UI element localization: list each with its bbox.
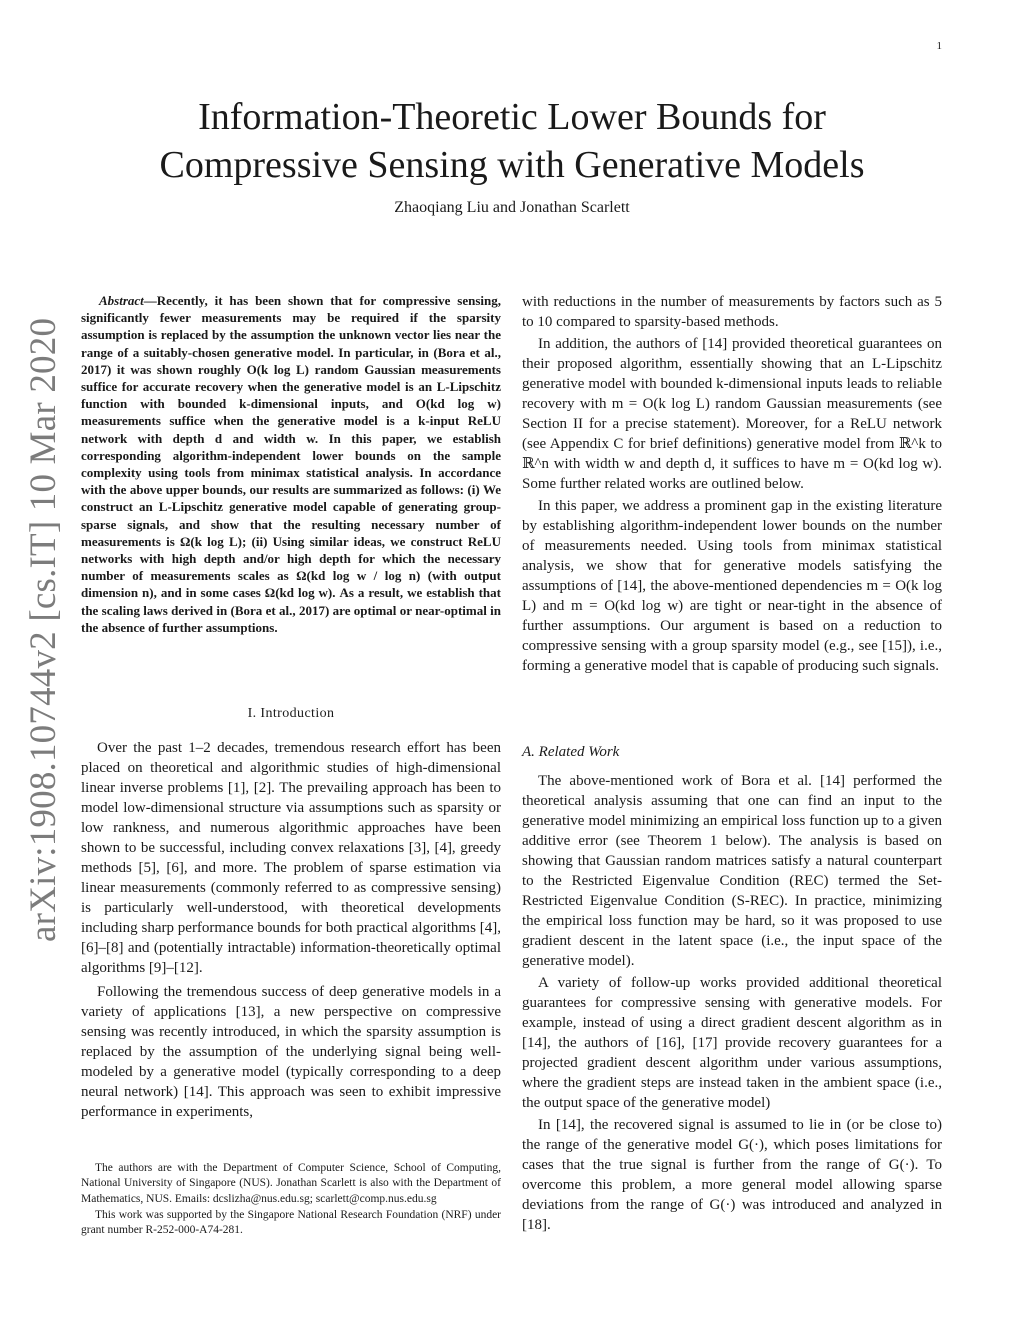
title-line-2: Compressive Sensing with Generative Models (159, 144, 865, 186)
intro-paragraph: In addition, the authors of [14] provided theoretical guarantees on their proposed algorithm, essentially showing that an L-Lipschitz generative model with bounded k-dimensional inputs leads to reliable recovery with m = O(k log L) random Gaussian measurements (see Section II for a precise statement). Moreover, for a ReLU network (see Appendix C for brief definitions) generative model from ℝ^k to ℝ^n with width w and depth d, it suffices to have m = O(kd log w). Some further related works are outlined below. (522, 336, 942, 492)
arxiv-identifier: arXiv:1908.10744v2 [cs.IT] 10 Mar 2020 (23, 317, 64, 942)
abstract (81, 292, 501, 636)
intro-paragraph: with reductions in the number of measurements by factors such as 5 to 10 compared to sparsity-based methods. (522, 294, 942, 330)
paper-title (100, 93, 924, 189)
introduction-continued (522, 292, 942, 676)
intro-paragraph: In this paper, we address a prominent gap in the existing literature by establishing algorithm-independent lower bounds on the number of measurements needed. Using tools from minimax statistical analysis, we show that for generative models satisfying the assumptions of [14], the above-mentioned dependencies m = O(k log L) and m = O(kd log w) are tight or near-tight in the absence of further assumptions. Our argument is based on a reduction to compressive sensing with a group sparsity model (e.g., see [15]), i.e., forming a generative model that is capable of producing such signals. (522, 498, 942, 674)
footnote-affiliation: The authors are with the Department of Computer Science, School of Computing, National University of Singapore (NUS). Jonathan Scarlett is also with the Department of Mathematics, NUS. Emails: dcslizha@nus.edu.sg; scarlett@comp.nus.edu.sg (81, 1162, 501, 1205)
abstract-dash: — (143, 293, 157, 308)
related-paragraph: A variety of follow-up works provided additional theoretical guarantees for compressive sensing with generative models. For example, instead of using a direct gradient descent algorithm as in [14], the authors of [16], [17] provide recovery guarantees for a projected gradient descent algorithm under various assumptions, where the gradient steps are instead taken in the ambient space (i.e., the output space of the generative model) (522, 975, 942, 1111)
related-work-body (522, 771, 942, 1235)
author-line: Zhaoqiang Liu and Jonathan Scarlett (394, 199, 630, 216)
intro-paragraph: Over the past 1–2 decades, tremendous research effort has been placed on theoretical and algorithmic studies of high-dimensional linear inverse problems [1], [2]. The prevailing approach has been to model low-dimensional structure via assumptions such as sparsity or low rankness, and numerous algorithmic approaches have been shown to be successful, including convex relaxations [3], [4], greedy methods [5], [6], and more. The problem of sparse estimation via linear measurements (commonly referred to as compressive sensing) is particularly well-understood, with theoretical developments including sharp performance bounds for both practical algorithms [4], [6]–[8] and (potentially intractable) information-theoretically optimal algorithms [9]–[12]. (81, 740, 501, 976)
footnotes (81, 1161, 501, 1238)
related-paragraph: The above-mentioned work of Bora et al. [14] performed the theoretical analysis assuming that one can find an input to the generative model minimizing an empirical loss function up to a given additive error (see Theorem 1 below). The analysis is based on showing that Gaussian random matrices satisfy a natural counterpart to the Restricted Eigenvalue Condition (REC) termed the Set-Restricted Eigenvalue Condition (S-REC). In practice, minimizing the empirical loss function may be hard, so it was proposed to use gradient descent in the latent space (i.e., the input space of the generative model). (522, 773, 942, 969)
title-line-1: Information-Theoretic Lower Bounds for (198, 96, 826, 138)
related-paragraph: In [14], the recovered signal is assumed to lie in (or be close to) the range of the generative model G(·), which poses limitations for cases that the true signal is further from the range of G(·). To overcome this problem, a more general model allowing sparse deviations from the range of G(·) was introduced and analyzed in [18]. (522, 1117, 942, 1233)
introduction-body (81, 738, 501, 1122)
footnote-funding: This work was supported by the Singapore National Research Foundation (NRF) under grant number R-252-000-A74-281. (81, 1208, 501, 1237)
abstract-text: Recently, it has been shown that for compressive sensing, significantly fewer measurements may be required if the sparsity assumption is replaced by the assumption the unknown vector lies near the range of a suitably-chosen generative model. In particular, in (Bora et al., 2017) it was shown roughly O(k log L) random Gaussian measurements suffice for accurate recovery when the generative model is an L-Lipschitz function with bounded k-dimensional inputs, and O(kd log w) measurements suffice when the generative model is a k-input ReLU network with depth d and width w. In this paper, we establish corresponding algorithm-independent lower bounds on the sample complexity using tools from minimax statistical analysis. In accordance with the above upper bounds, our results are summarized as follows: (i) We construct an L-Lipschitz generative model capable of generating group-sparse signals, and show that the resulting necessary number of measurements is Ω(k log L); (ii) Using similar ideas, we construct ReLU networks with high depth and/or high depth for which the necessary number of measurements scales as Ω(kd log w / log n) (with output dimension n), and in some cases Ω(kd log w). As a result, we establish that the scaling laws derived in (Bora et al., 2017) are optimal or near-optimal in the absence of further assumptions. (81, 293, 501, 635)
abstract-label: Abstract (99, 293, 144, 308)
intro-paragraph: Following the tremendous success of deep generative models in a variety of applications [13], a new perspective on compressive sensing was recently introduced, in which the sparsity assumption is replaced by the assumption of the underlying signal being well-modeled by a generative model (typically corresponding to a deep neural network) [14]. This approach was seen to exhibit impressive performance in experiments, (81, 984, 501, 1120)
page-number: 1 (936, 40, 942, 52)
section-heading-introduction: I. Introduction (247, 706, 335, 721)
subsection-heading-related-work: A. Related Work (522, 744, 620, 760)
